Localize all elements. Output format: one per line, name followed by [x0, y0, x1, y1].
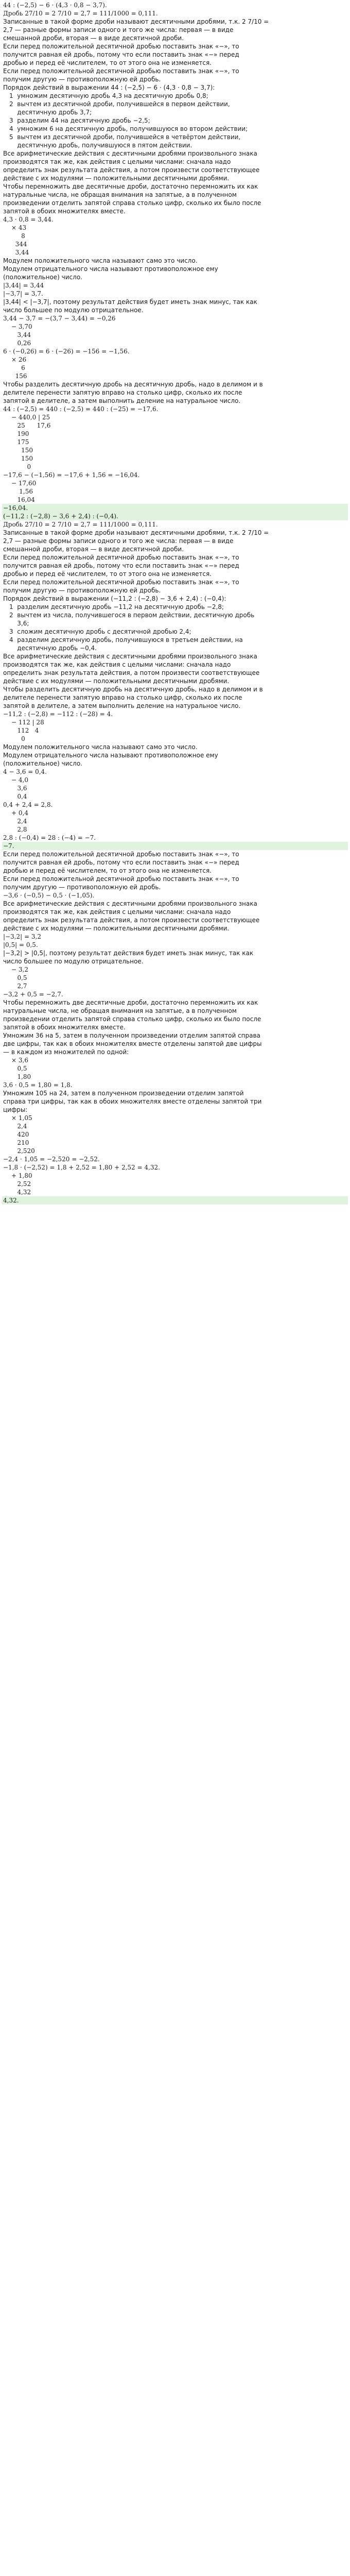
- text-line: определить знак результата действия, а потом произвести соответствующее: [3, 166, 260, 174]
- column-calc-line: 156: [11, 372, 27, 380]
- step-item: десятичную дробь 3,7;: [9, 109, 92, 116]
- text-line: Если перед положительной десятичной дробью поставить знак «−», то: [3, 579, 239, 586]
- text-line: дробью и перед её числителем, то от этого она не изменяется.: [3, 867, 212, 874]
- text-line: делителе перенести запятую вправо на столько цифр, сколько их после: [3, 389, 242, 396]
- equation-line: |−3,2| = 3,2: [3, 933, 41, 940]
- step-item: 5 вычтем из десятичной дроби, получившейся в четвёртом действии,: [9, 133, 241, 141]
- text-line: Модулем отрицательного числа называют противоположное ему: [3, 752, 218, 759]
- text-line: Записанные в такой форме дроби называют десятичными дробями, т.к. 2 7/10 =: [3, 529, 269, 536]
- column-calc-line: 1,56: [11, 488, 33, 495]
- equation-line: 0,4 + 2,4 = 2,8.: [3, 801, 53, 808]
- step-item: десятичную дробь −0,4.: [9, 645, 97, 652]
- text-line: дробью и перед её числителем, то от этого она не изменяется.: [3, 59, 212, 66]
- column-calc-line: 0,4: [11, 793, 27, 800]
- step-item: 1 умножим десятичную дробь 4,3 на десятичную дробь 0,8;: [9, 92, 208, 99]
- answer-line: −16,04.: [2, 504, 348, 512]
- text-line: действие с их модулями — положительными десятичными дробями.: [3, 677, 230, 685]
- column-calc-line: 2,8: [11, 826, 27, 833]
- text-line: получится равная ей дробь, потому что если поставить знак «−» перед: [3, 51, 239, 58]
- text-line: Если перед положительной десятичной дробью поставить знак «−», то: [3, 875, 239, 883]
- text-line: производятся так же, как действия с целыми числами: сначала надо: [3, 908, 231, 916]
- text-line: Если перед положительной десятичной дробью поставить знак «−», то: [3, 851, 239, 858]
- step-item: 2 вычтем из десятичной дроби, получившейся в первом действии,: [9, 100, 230, 108]
- column-calc-line: 25 17,6: [11, 422, 51, 429]
- text-line: определить знак результата действия, а потом произвести соответствующее: [3, 917, 260, 924]
- column-calc-line: 150: [11, 447, 33, 454]
- column-calc-line: + 0,4: [11, 809, 28, 817]
- text-line: получим другую — противоположную ей дробь.: [3, 884, 161, 891]
- equation-line: 4 − 3,6 = 0,4.: [3, 768, 47, 775]
- text-line: число большее по модулю отрицательное.: [3, 307, 144, 314]
- equation-line: 4,3 · 0,8 = 3,44.: [3, 216, 54, 223]
- column-calc-line: × 1,05: [11, 1114, 32, 1122]
- text-line: 2,7 — разные формы записи одного и того же числа: первая — в виде: [3, 26, 234, 33]
- problem-expression: 44 : (−2,5) − 6 · (4,3 · 0,8 − 3,7).: [3, 2, 107, 9]
- text-line: произведении отделить запятой справа столько цифр, сколько их было после: [3, 199, 261, 207]
- step-item: 4 умножим 6 на десятичную дробь, получившуюся во втором действии;: [9, 125, 248, 132]
- text-line: Чтобы разделить десятичную дробь на десятичную дробь, надо в делимом и в: [3, 381, 263, 388]
- solution-section-2: [2, 512, 348, 850]
- text-line: цифры:: [3, 1106, 28, 1113]
- text-line: производятся так же, как действия с целыми числами: сначала надо: [3, 158, 231, 165]
- equation-line: −3,2 + 0,5 = −2,7.: [3, 991, 63, 998]
- equation-line: |3,44| = 3,44: [3, 282, 44, 289]
- text-line: Если перед положительной десятичной дробью поставить знак «−», то: [3, 554, 239, 561]
- text-line: Все арифметические действия с десятичными дробями произвольного знака: [3, 150, 257, 157]
- step-item: 2 вычтем из числа, получившегося в первом действии, десятичную дробь: [9, 612, 255, 619]
- column-calc-line: 1,80: [11, 1073, 31, 1080]
- text-line: смешанной дроби, вторая — в виде десятичной дроби.: [3, 546, 184, 553]
- text-line: Все арифметические действия с десятичными дробями произвольного знака: [3, 900, 257, 907]
- text-line: Чтобы разделить десятичную дробь на десятичную дробь, надо в делимом и в: [3, 686, 263, 693]
- column-calc-line: 2,7: [11, 982, 27, 990]
- column-calc-line: − 3,2: [11, 966, 28, 973]
- text-line: число большее по модулю отрицательное.: [3, 958, 144, 965]
- column-calc-line: × 43: [11, 224, 27, 231]
- text-line: Все арифметические действия с десятичными дробями произвольного знака: [3, 653, 257, 660]
- text-line: (положительное) число.: [3, 274, 82, 281]
- column-calc-line: 16,04: [11, 496, 35, 503]
- column-calc-line: 3,44: [11, 331, 31, 338]
- column-calc-line: 2,4: [11, 818, 27, 825]
- equation-line: |0,5| = 0,5.: [3, 941, 38, 948]
- column-calc-line: − 4,0: [11, 776, 28, 784]
- equation-line: 3,44 − 3,7 = −(3,7 − 3,44) = −0,26: [3, 315, 116, 322]
- problem-expression: −3,6 · (−0,5) − 0,5 · (−1,05).: [3, 892, 95, 899]
- text-line: Записанные в такой форме дроби называют десятичными дробями, т.к. 2 7/10 =: [3, 18, 269, 25]
- column-calc-line: 150: [11, 455, 33, 462]
- step-item: 3 разделим 44 на десятичную дробь −2,5;: [9, 117, 150, 124]
- column-calc-line: 420: [11, 1131, 29, 1138]
- text-line: получим другую — противоположную ей дробь.: [3, 76, 161, 83]
- text-line: Модулем положительного числа называют само это число.: [3, 743, 198, 751]
- text-line: получится равная ей дробь, потому что если поставить знак «−» перед: [3, 859, 239, 866]
- column-calc-line: 3,6: [11, 785, 27, 792]
- text-line: |3,44| < |−3,7|, поэтому результат действия будет иметь знак минус, так как: [3, 298, 257, 306]
- equation-line: 44 : (−2,5) = 440 : (−2,5) = 440 : (−25) = −17,6.: [3, 405, 159, 413]
- text-line: справа три цифры, так как в обоих множителях вместе отделены запятой три: [3, 1098, 262, 1105]
- column-calc-line: 8: [11, 232, 25, 240]
- text-line: натуральные числа, не обращая внимания на запятые, а в полученном: [3, 1007, 237, 1014]
- text-line: делителе перенести запятую вправо на столько цифр, сколько их после: [3, 694, 242, 701]
- answer-line: 4,32.: [2, 1196, 348, 1205]
- text-line: запятой в обоих множителях вместе.: [3, 1024, 126, 1031]
- text-line: Умножим 36 на 5, затем в полученном произведении отделим запятой справа: [3, 1032, 260, 1039]
- column-calc-line: 0,5: [11, 1065, 27, 1072]
- text-line: (положительное) число.: [3, 760, 82, 767]
- step-item: десятичную дробь, получившуюся в пятом действии.: [9, 142, 192, 149]
- text-line: — в каждом из множителей по одной:: [3, 1048, 129, 1056]
- column-calc-line: 175: [11, 438, 29, 446]
- column-calc-line: 190: [11, 430, 29, 437]
- column-calc-line: × 26: [11, 356, 27, 363]
- text-line: Если перед положительной десятичной дробью поставить знак «−», то: [3, 43, 239, 50]
- solution-section-1: [2, 1, 348, 512]
- step-item: 3 сложим десятичную дробь с десятичной дробью 2,4;: [9, 628, 191, 635]
- text-line: |−3,2| > |0,5|, поэтому результат действия будет иметь знак минус, так как: [3, 950, 254, 957]
- column-calc-line: 0: [11, 463, 31, 470]
- order-heading: Порядок действий в выражении (−11,2 : (−2,8) − 3,6 + 2,4) : (−0,4):: [3, 595, 226, 602]
- step-item: 1 разделим десятичную дробь −11,2 на десятичную дробь −2,8;: [9, 603, 224, 611]
- step-item: 3,6;: [9, 620, 29, 627]
- equation-line: −2,4 · 1,05 = −2,520 = −2,52.: [3, 1156, 100, 1163]
- text-line: Умножим 105 на 24, затем в полученном произведении отделим запятой: [3, 1090, 244, 1097]
- column-calc-line: − 112 | 28: [11, 719, 44, 726]
- column-calc-line: × 3,6: [11, 1057, 28, 1064]
- column-calc-line: 210: [11, 1139, 29, 1146]
- column-calc-line: 2,4: [11, 1123, 27, 1130]
- answer-line: −7.: [2, 842, 348, 850]
- text-line: Модулем отрицательного числа называют противоположное ему: [3, 265, 218, 273]
- text-line: смешанной дроби, вторая — в виде десятичной дроби.: [3, 35, 184, 42]
- equation-line: −11,2 : (−2,8) = −112 : (−28) = 4.: [3, 710, 113, 718]
- text-line: запятой в делителе, а затем выполнить деление на натуральное число.: [3, 702, 241, 709]
- problem-expression: (−11,2 : (−2,8) − 3,6 + 2,4) : (−0,4).: [2, 512, 348, 520]
- column-calc-line: − 17,60: [11, 480, 37, 487]
- equation-line: |−3,7| = 3,7.: [3, 290, 43, 297]
- column-calc-line: 0: [11, 735, 25, 742]
- text-line: натуральные числа, не обращая внимания на запятые, а в полученном: [3, 191, 237, 198]
- text-line: произведении отделить запятой справа столько цифр, сколько их было после: [3, 1015, 261, 1023]
- solution-section-3: [2, 850, 348, 1205]
- column-calc-line: − 440,0 | 25: [11, 414, 50, 421]
- column-calc-line: 6: [11, 364, 25, 371]
- text-line: Чтобы перемножить две десятичные дроби, достаточно перемножить их как: [3, 999, 258, 1006]
- text-line: определить знак результата действия, а потом произвести соответствующее: [3, 669, 260, 676]
- equation-line: 6 · (−0,26) = 6 · (−26) = −156 = −1,56.: [3, 348, 130, 355]
- text-line: действие с их модулями — положительными десятичными дробями.: [3, 925, 230, 932]
- equation-line: 3,6 · 0,5 = 1,80 = 1,8.: [3, 1081, 73, 1089]
- text-line: запятой в обоих множителях вместе.: [3, 208, 126, 215]
- step-item: 4 разделим десятичную дробь, получившуюся в третьем действии, на: [9, 636, 243, 643]
- text-line: Модулем положительного числа называют само это число.: [3, 257, 198, 264]
- text-line: производятся так же, как действия с целыми числами: сначала надо: [3, 661, 231, 668]
- text-line: действие с их модулями — положительными десятичными дробями.: [3, 175, 230, 182]
- text-line: 2,7 — разные формы записи одного и того же числа: первая — в виде: [3, 537, 234, 545]
- column-calc-line: 2,52: [11, 1180, 31, 1188]
- column-calc-line: 344: [11, 241, 27, 248]
- equation-line: 2,8 : (−0,4) = 28 : (−4) = −7.: [3, 834, 96, 841]
- column-calc-line: 4,32: [11, 1189, 31, 1196]
- equation-line: −1,8 · (−2,52) = 1,8 + 2,52 = 1,80 + 2,52 = 4,32.: [3, 1164, 160, 1171]
- equation-line: −17,6 − (−1,56) = −17,6 + 1,56 = −16,04.: [3, 471, 140, 479]
- text-line: запятой в делителе, а затем выполнить деление на натуральное число.: [3, 397, 241, 404]
- column-calc-line: 112 4: [11, 727, 39, 734]
- column-calc-line: 0,5: [11, 974, 27, 981]
- text-line: получится равная ей дробь, потому что если поставить знак «−» перед: [3, 562, 239, 569]
- text-line: дробью и перед её числителем, то от этого она не изменяется.: [3, 570, 212, 578]
- column-calc-line: 3,44: [11, 249, 29, 256]
- order-heading: Порядок действий в выражении 44 : (−2,5) − 6 · (4,3 · 0,8 − 3,7):: [3, 84, 215, 91]
- column-calc-line: − 3,70: [11, 323, 32, 330]
- column-calc-line: + 1,80: [11, 1172, 32, 1179]
- text-line: получим другую — противоположную ей дробь.: [3, 587, 161, 594]
- fraction-example: Дробь 27/10 = 2 7/10 = 2,7 = 111/1000 = 0,111.: [3, 521, 158, 528]
- fraction-example: Дробь 27/10 = 2 7/10 = 2,7 = 111/1000 = 0,111.: [3, 10, 158, 17]
- column-calc-line: 0,26: [11, 340, 31, 347]
- text-line: две цифры, так как в обоих множителях вместе отделены запятой две цифры: [3, 1040, 262, 1047]
- text-line: Если перед положительной десятичной дробью поставить знак «−», то: [3, 67, 239, 75]
- column-calc-line: 2,520: [11, 1147, 35, 1155]
- text-line: Чтобы перемножить две десятичные дроби, достаточно перемножить их как: [3, 183, 258, 190]
